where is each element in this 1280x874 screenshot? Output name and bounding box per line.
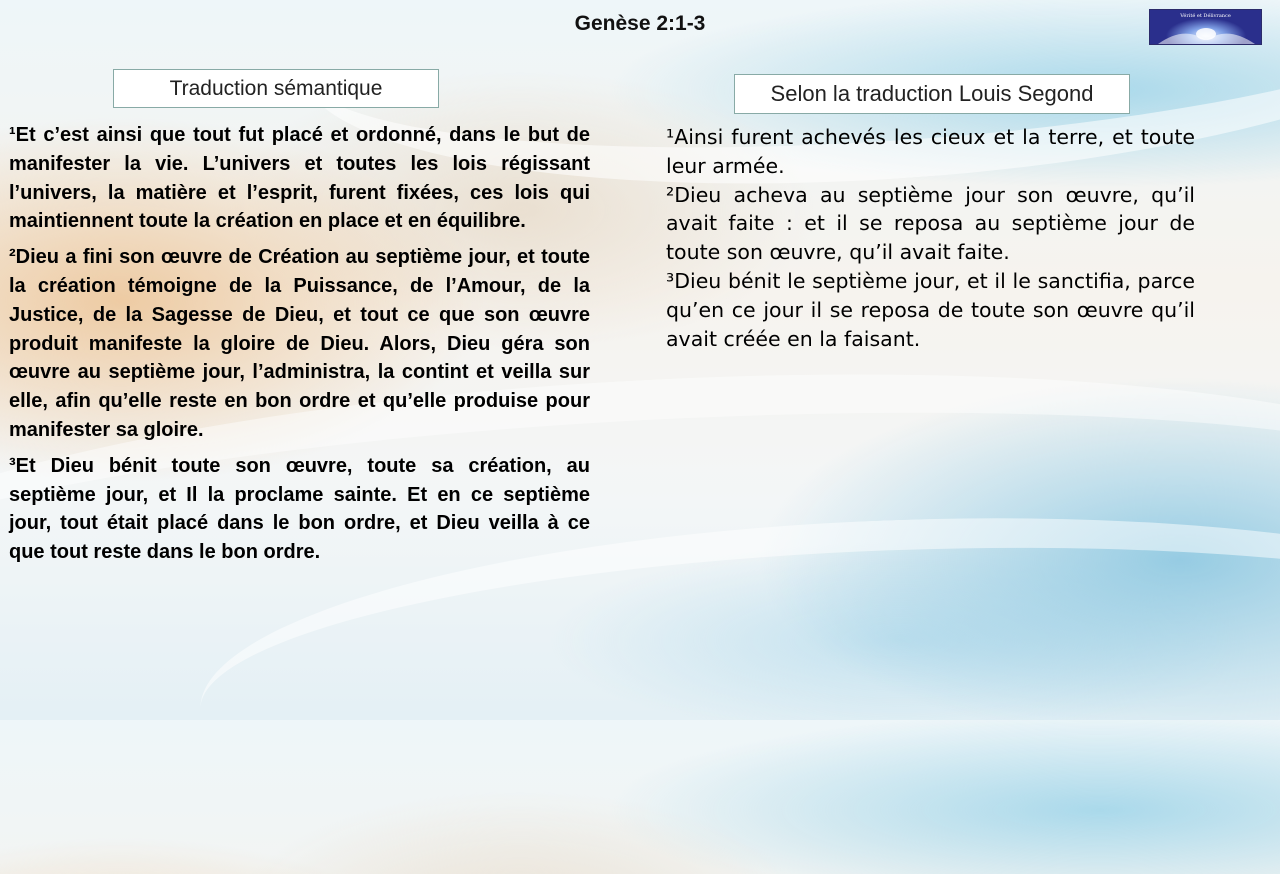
verse-paragraph: ³Dieu bénit le septième jour, et il le sanctifia, parce qu’en ce jour il se reposa de toute son œuvre qu’il avait créée en la faisant. [666,268,1195,351]
semantic-translation-text [9,121,590,574]
logo [1149,9,1262,45]
verse-paragraph: ³Et Dieu bénit toute son œuvre, toute sa création, au septième jour, et Il la proclame sainte. Et en ce septième jour, tout était placé dans le bon ordre, et Dieu veilla à ce que tout reste dans le bon ordre. [9,454,590,564]
slide-title: Genèse 2:1-3 [574,12,706,35]
semantic-translation-label: Traduction sémantique [113,69,439,108]
louis-segond-text [666,123,1195,353]
verse-paragraph: ²Dieu acheva au septième jour son œuvre, qu’il avait faite : et il se reposa au septième jour de toute son œuvre, qu’il avait faite. [666,182,1195,265]
logo-text: Vérité et Délivrance [1180,13,1231,19]
verse-paragraph: ¹Ainsi furent achevés les cieux et la terre, et toute leur armée. [666,125,1195,178]
louis-segond-label: Selon la traduction Louis Segond [734,74,1130,114]
verse-paragraph: ²Dieu a fini son œuvre de Création au septième jour, et toute la création témoigne de la Puissance, de l’Amour, de la Justice, de la Sagesse de Dieu, et tout ce que son œuvre produit manifeste la gloire de Dieu. Alors, Dieu géra son œuvre au septième jour, l’administra, la contint et veilla sur elle, afin qu’elle reste en bon ordre et qu’elle produise pour manifester sa gloire. [9,246,590,441]
verse-paragraph: ¹Et c’est ainsi que tout fut placé et ordonné, dans le but de manifester la vie. L’univers et toutes les lois régissant l’univers, la matière et l’esprit, furent fixées, ces lois qui maintiennent toute la création en place et en équilibre. [9,124,590,233]
